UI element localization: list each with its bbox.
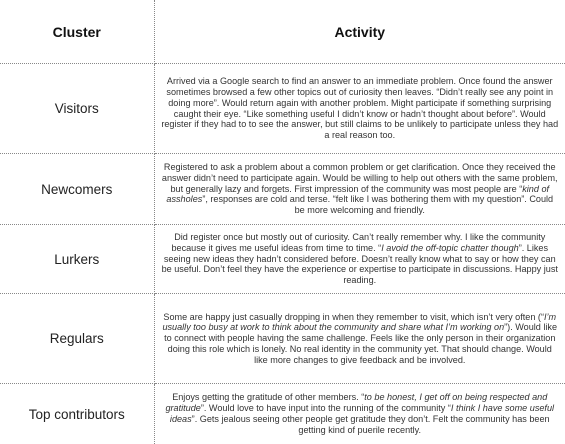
activity-text: ”). Would like to connect with people having the same challenge. Feels like the only person in their organization doing this role which is lonely. No real identity in the community yet. That should change. Would like more changes to give feedback and be involved. — [164, 322, 557, 364]
quote-text: I’m usually too busy at work to think about the community and share what I’m working on — [162, 312, 556, 333]
table-row — [0, 384, 565, 444]
activity-text: ”. Would love to have input into the running of the community “ — [201, 403, 451, 413]
table-row — [0, 225, 565, 294]
activity-text: Did register once but mostly out of curiosity. Can’t really remember why. I like the community because it gives me useful ideas from time to time. “ — [171, 232, 545, 253]
activity-text: ”, responses are cold and terse. “felt like I was bothering them with my question”. Could be more welcoming and friendly. — [202, 194, 553, 215]
quote-text: I think I have some useful ideas — [170, 403, 554, 424]
cluster-column-header: Cluster — [0, 0, 154, 64]
cluster-name: Visitors — [0, 64, 154, 154]
quote-text: I avoid the off-topic chatter though — [381, 243, 519, 253]
activity-description — [154, 154, 565, 225]
table-row — [0, 294, 565, 384]
cluster-name: Newcomers — [0, 154, 154, 225]
activity-text: ”. Gets jealous seeing other people get gratitude they don’t. Felt the community has been getting kind of puerile recently. — [192, 414, 550, 435]
header-row — [0, 0, 565, 64]
activity-description — [154, 225, 565, 294]
table-row — [0, 154, 565, 225]
activity-text: Registered to ask a problem about a common problem or get clarification. Once they received the answer didn’t need to participate again. Would be willing to help out others with the same problem, but generally lazy and forgets. First impression of the community was most people are “ — [162, 162, 558, 194]
cluster-name: Regulars — [0, 294, 154, 384]
activity-text: Arrived via a Google search to find an answer to an immediate problem. Once found the answer sometimes browsed a few other topics out of curiosity then leaves. “Didn’t really see any point in doing more”. Would return again with another problem. Might participate if something surprising caught their eye. “Like something useful I didn’t know or hadn’t thought about before”. Would register if they had to to see the answer, but still claims to be unlikely to participate unless they had a real reason too. — [161, 76, 558, 140]
quote-text: kind of assholes — [166, 184, 549, 205]
activity-description — [154, 384, 565, 444]
activity-description — [154, 294, 565, 384]
activity-text: Enjoys getting the gratitude of other members. “ — [172, 392, 364, 402]
table-row — [0, 64, 565, 154]
activity-column-header: Activity — [154, 0, 565, 64]
activity-description — [154, 64, 565, 154]
cluster-name: Lurkers — [0, 225, 154, 294]
activity-text: Some are happy just casually dropping in when they remember to visit, which isn’t very often (“ — [163, 312, 544, 322]
activity-text: ”. Likes seeing new ideas they hadn’t considered before. Doesn’t really know what to say or how they can be useful. Don’t feel they have the experience or expertise to participate in discussions. Happy just reading. — [162, 243, 558, 285]
quote-text: to be honest, I get off on being respected and gratitude — [165, 392, 547, 413]
cluster-name: Top contributors — [0, 384, 154, 444]
